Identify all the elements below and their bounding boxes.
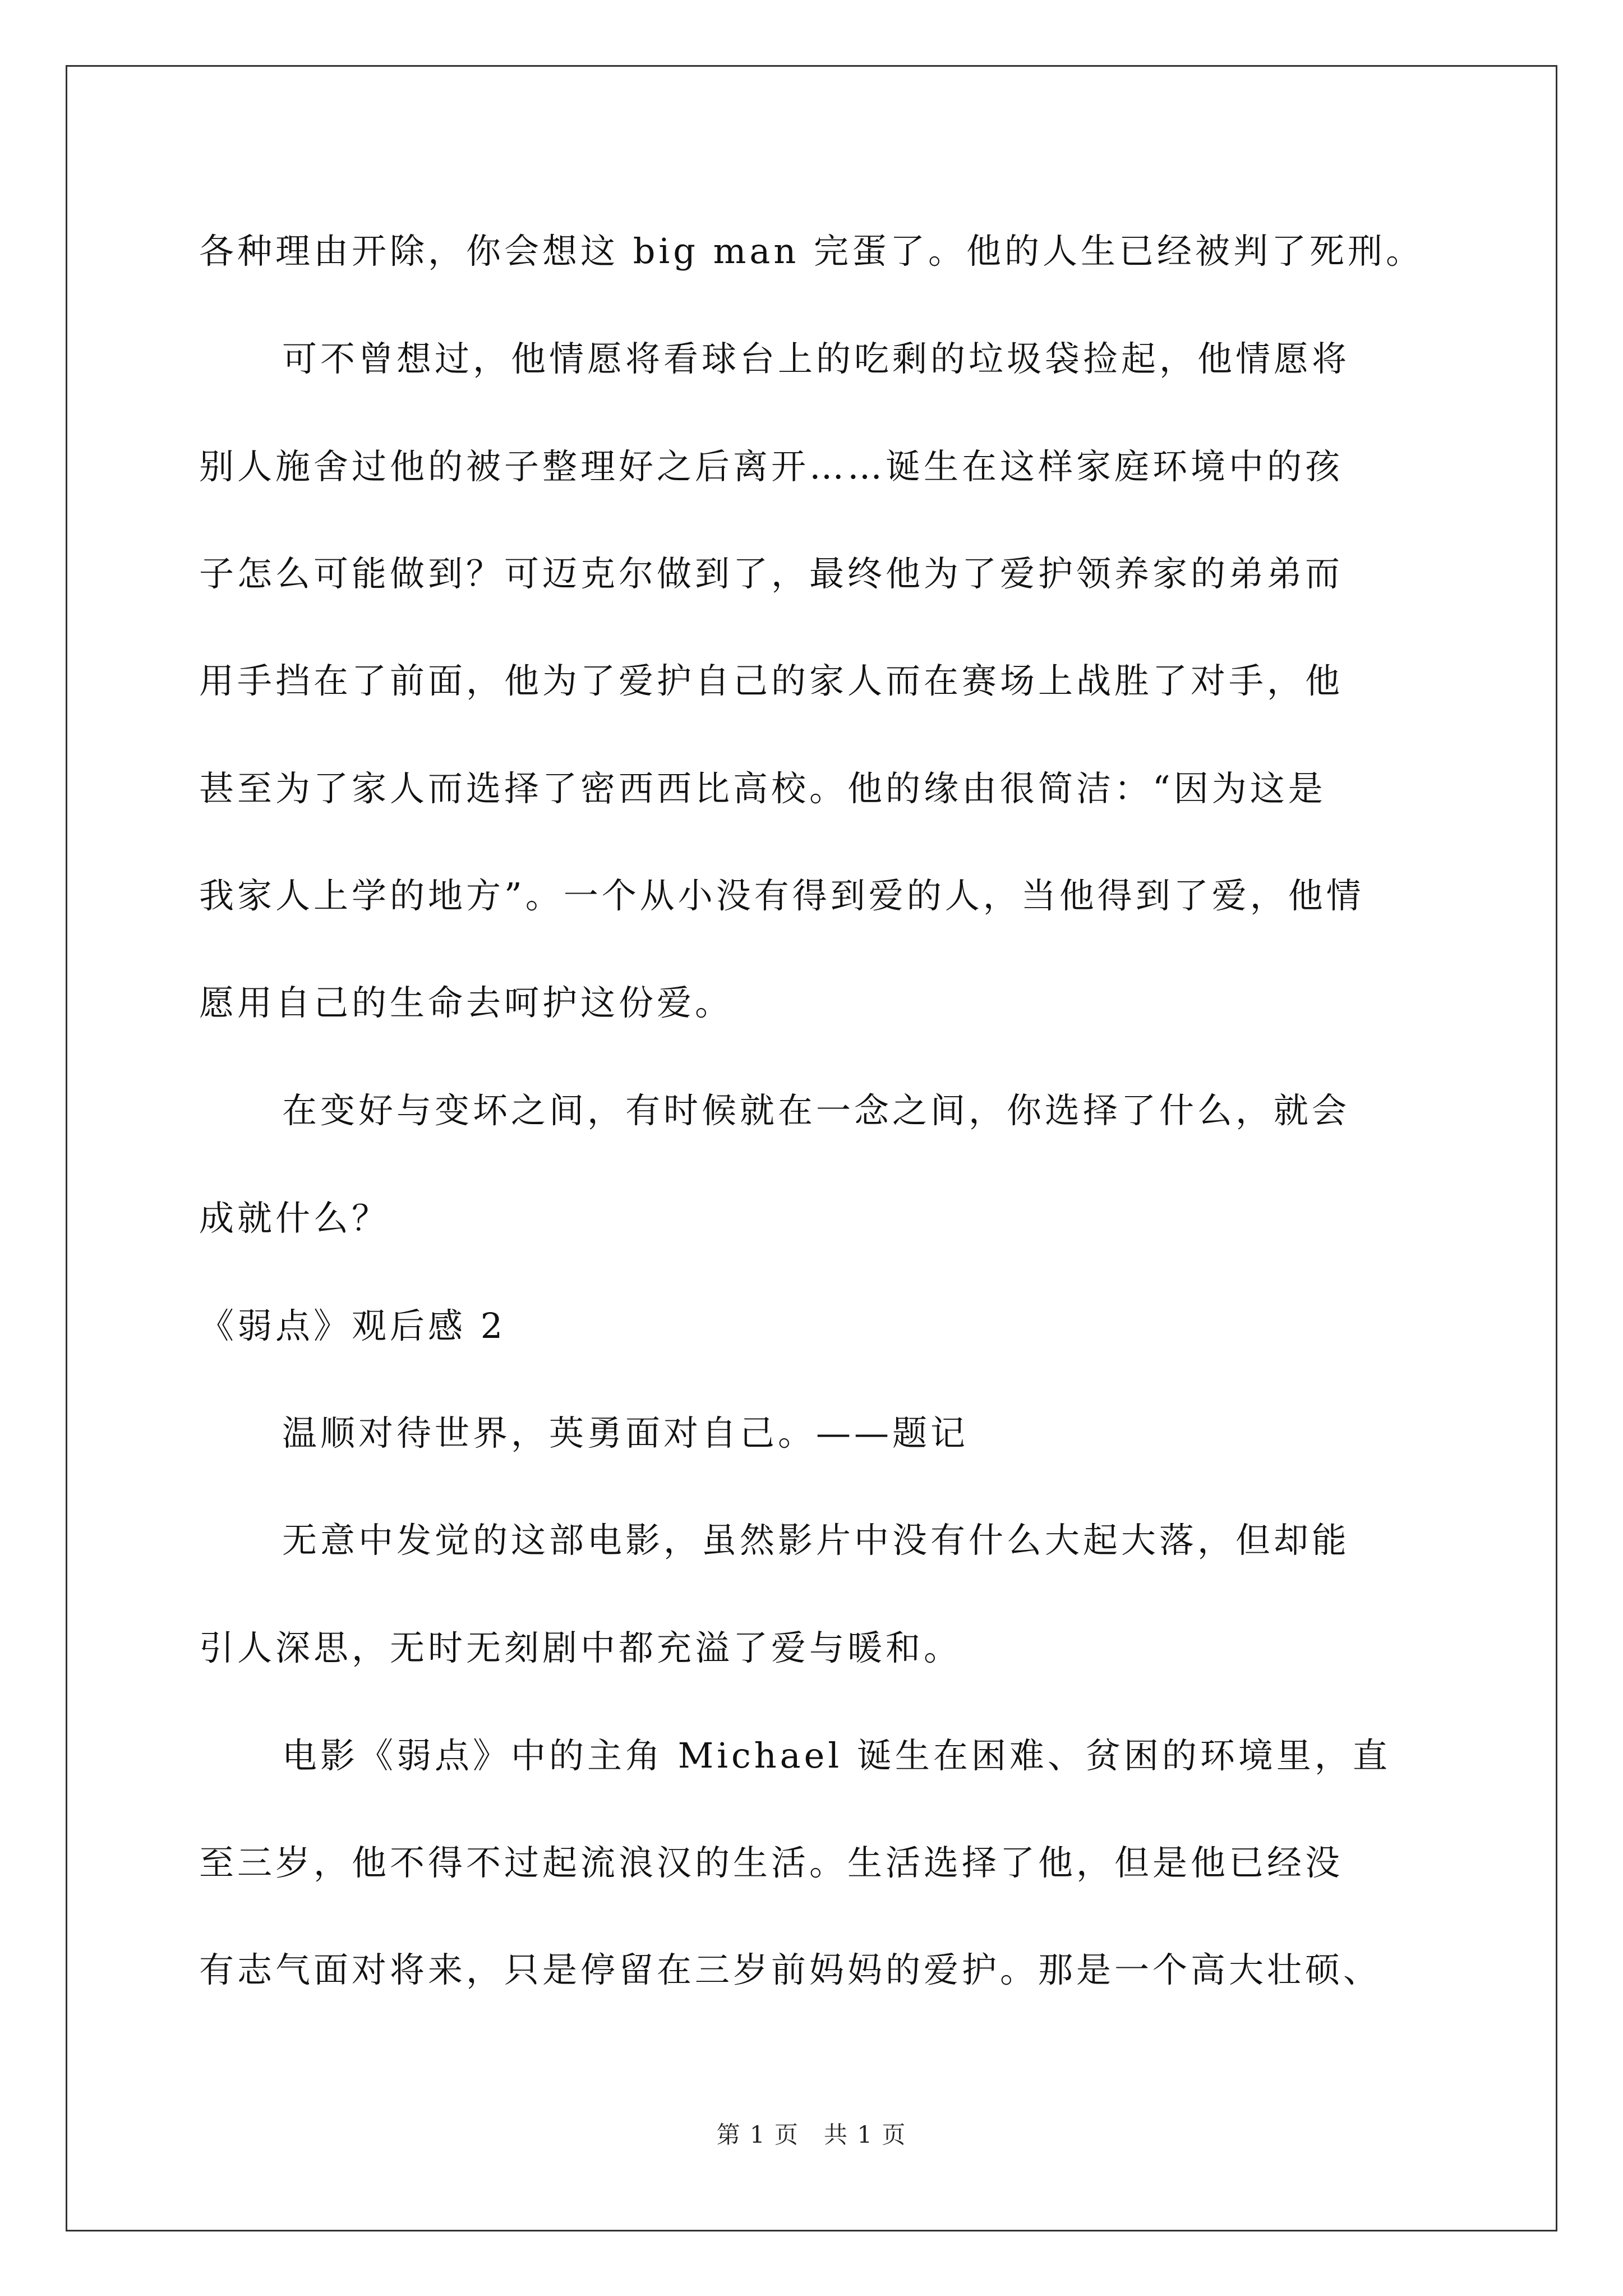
- paragraph-line: 别人施舍过他的被子整理好之后离开……诞生在这样家庭环境中的孩: [199, 446, 1344, 487]
- paragraph-line: 电影《弱点》中的主角 Michael 诞生在困难、贫困的环境里，直: [282, 1735, 1391, 1776]
- paragraph-line: 用手挡在了前面，他为了爱护自己的家人而在赛场上战胜了对手，他: [199, 660, 1344, 701]
- paragraph-line: 有志气面对将来，只是停留在三岁前妈妈的爱护。那是一个高大壮硕、: [199, 1949, 1382, 1990]
- paragraph-line: 子怎么可能做到？可迈克尔做到了，最终他为了爱护领养家的弟弟而: [199, 553, 1344, 594]
- section-heading: 《弱点》观后感 2: [199, 1305, 506, 1346]
- paragraph-line: 在变好与变坏之间，有时候就在一念之间，你选择了什么，就会: [282, 1090, 1350, 1131]
- paragraph-line: 各种理由开除，你会想这 big man 完蛋了。他的人生已经被判了死刑。: [199, 231, 1424, 272]
- epigraph-line: 温顺对待世界，英勇面对自己。——题记: [282, 1412, 969, 1453]
- paragraph-line: 引人深思，无时无刻剧中都充溢了爱与暖和。: [199, 1627, 962, 1668]
- page-border: [66, 65, 1557, 2231]
- paragraph-line: 至三岁，他不得不过起流浪汉的生活。生活选择了他，但是他已经没: [199, 1842, 1344, 1883]
- paragraph-line: 无意中发觉的这部电影，虽然影片中没有什么大起大落，但却能: [282, 1520, 1350, 1561]
- paragraph-line: 我家人上学的地方”。一个从小没有得到爱的人，当他得到了爱，他情: [199, 875, 1364, 916]
- paragraph-line: 愿用自己的生命去呵护这份爱。: [199, 982, 734, 1023]
- page-number-footer: 第 1 页 共 1 页: [716, 2121, 907, 2148]
- paragraph-line: 成就什么？: [199, 1198, 390, 1239]
- paragraph-line: 甚至为了家人而选择了密西西比高校。他的缘由很简洁：“因为这是: [199, 768, 1326, 809]
- paragraph-line: 可不曾想过，他情愿将看球台上的吃剩的垃圾袋捡起，他情愿将: [282, 338, 1350, 379]
